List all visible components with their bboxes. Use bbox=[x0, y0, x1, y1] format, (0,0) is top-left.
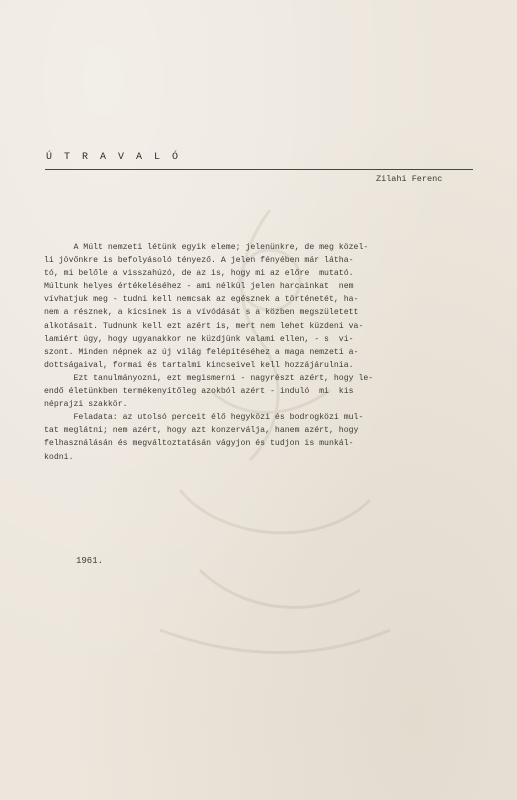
text-line: néprajzi szakkör. bbox=[44, 400, 128, 410]
text-line: dottságaival, formai és tartalmi kincseivel kell hozzájárulnia. bbox=[44, 360, 354, 370]
author-name: Zilahi Ferenc bbox=[376, 174, 443, 184]
body-text bbox=[44, 241, 482, 464]
text-line: alkotásait. Tudnunk kell ezt azért is, mert nem lehet küzdeni va- bbox=[44, 321, 364, 331]
text-line: tó, mi belőle a visszahúzó, de az is, hogy mi az előre mutató. bbox=[44, 269, 354, 279]
text-line: li jövőnkre is befolyásoló tényező. A jelen fényében már látha- bbox=[44, 256, 354, 266]
text-line: vívhatjuk meg - tudni kell nemcsak az egésznek a történetét, ha- bbox=[44, 295, 359, 305]
text-line: felhasználásán és megváltoztatásán vágyjon és tudjon is munkál- bbox=[44, 439, 354, 449]
document-year: 1961. bbox=[76, 556, 104, 566]
text-line: lamiért úgy, hogy ugyanakkor ne küzdjünk valami ellen, - s vi- bbox=[44, 334, 354, 344]
title-underline bbox=[45, 169, 473, 170]
text-line: Múltunk helyes értékeléséhez - ami nélkül jelen harcainkat nem bbox=[44, 282, 354, 292]
text-line: Feladata: az utolsó perceit élő hegyközi és bodrogközi mul- bbox=[44, 413, 364, 423]
text-line: kodni. bbox=[44, 452, 74, 462]
document-title: Ú T R A V A L Ó bbox=[46, 152, 182, 163]
text-line: Ezt tanulmányozni, ezt megismerni - nagyrészt azért, hogy le- bbox=[44, 373, 374, 383]
text-line: endő életünkben termékenyítőleg azokból azért - induló mi kis bbox=[44, 387, 354, 397]
text-line: szont. Minden népnek az új világ felépítéséhez a maga nemzeti a- bbox=[44, 347, 359, 357]
text-line: nem a résznek, a kicsinek is a vívódását s a közben megszületett bbox=[44, 308, 359, 318]
text-line: tat meglátni; nem azért, hogy azt konzerválja, hanem azért, hogy bbox=[44, 426, 359, 436]
text-line: A Múlt nemzeti létünk egyik eleme; jelenünkre, de meg közel- bbox=[44, 243, 369, 252]
